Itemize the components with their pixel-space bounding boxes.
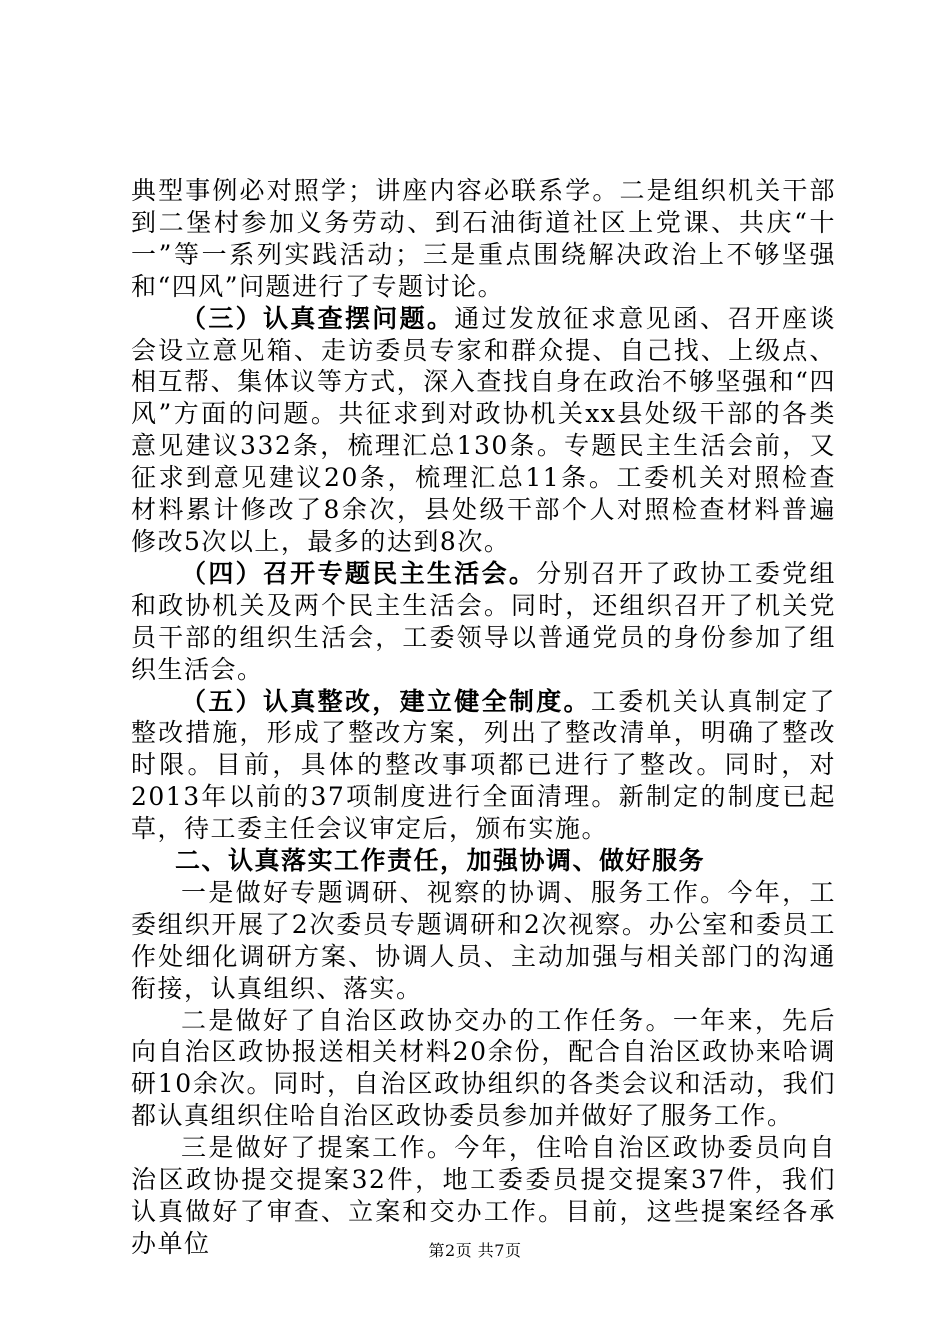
paragraph-5: 一是做好专题调研、视察的协调、服务工作。今年，工委组织开展了2次委员专题调研和2次视察。办公室和委员工作处细化调研方案、协调人员、主动加强与相关部门的沟通衔接，认真组织、落实。 [131,877,836,1003]
section-3-text: 通过发放征求意见函、召开座谈会设立意见箱、走访委员专家和群众提、自己找、上级点、相互帮、集体议等方式，深入查找自身在政治不够坚强和“四风”方面的问题。共征求到对政协机关xx县处级干部的各类意见建议332条，梳理汇总130条。专题民主生活会前，又征求到意见建议20条，梳理汇总11条。工委机关对照检查材料累计修改了8余次，县处级干部个人对照检查材料普遍修改5次以上，最多的达到8次。 [131,303,836,556]
section-3-heading: （三）认真查摆问题。 [181,303,455,333]
section-5-heading: （五）认真整改，建立健全制度。 [181,686,591,716]
section-4-text: 分别召开了政协工委党组和政协机关及两个民主生活会。同时，还组织召开了机关党员干部的组织生活会，工委领导以普通党员的身份参加了组织生活会。 [131,558,836,684]
paragraph-7: 三是做好了提案工作。今年，住哈自治区政协委员向自治区政协提交提案32件，地工委委员提交提案37件，我们认真做好了审查、立案和交办工作。目前，这些提案经各承办单位 [131,1133,836,1258]
paragraph-4 [131,686,836,846]
chapter-2-heading: 二、认真落实工作责任，加强协调、做好服务 [175,846,706,876]
section-5-text: 工委机关认真制定了整改措施，形成了整改方案，列出了整改清单，明确了整改时限。目前，具体的整改事项都已进行了整改。同时，对2013年以前的37项制度进行全面清理。新制定的制度已起草，待工委主任会议审定后，颁布实施。 [131,686,836,844]
paragraph-6: 二是做好了自治区政协交办的工作任务。一年来，先后向自治区政协报送相关材料20余份，配合自治区政协来哈调研10余次。同时，自治区政协组织的各类会议和活动，我们都认真组织住哈自治区政协委员参加并做好了服务工作。 [131,1005,836,1131]
paragraph-1: 典型事例必对照学；讲座内容必联系学。二是组织机关干部到二堡村参加义务劳动、到石油街道社区上党课、共庆“十一”等一系列实践活动；三是重点围绕解决政治上不够坚强和“四风”问题进行了专题讨论。 [131,176,836,301]
section-4-heading: （四）召开专题民主生活会。 [181,558,537,588]
paragraph-2 [131,303,836,558]
document-body [131,175,836,1260]
page-number-footer: 第2页 共7页 [428,1241,522,1260]
paragraph-3 [131,558,836,686]
